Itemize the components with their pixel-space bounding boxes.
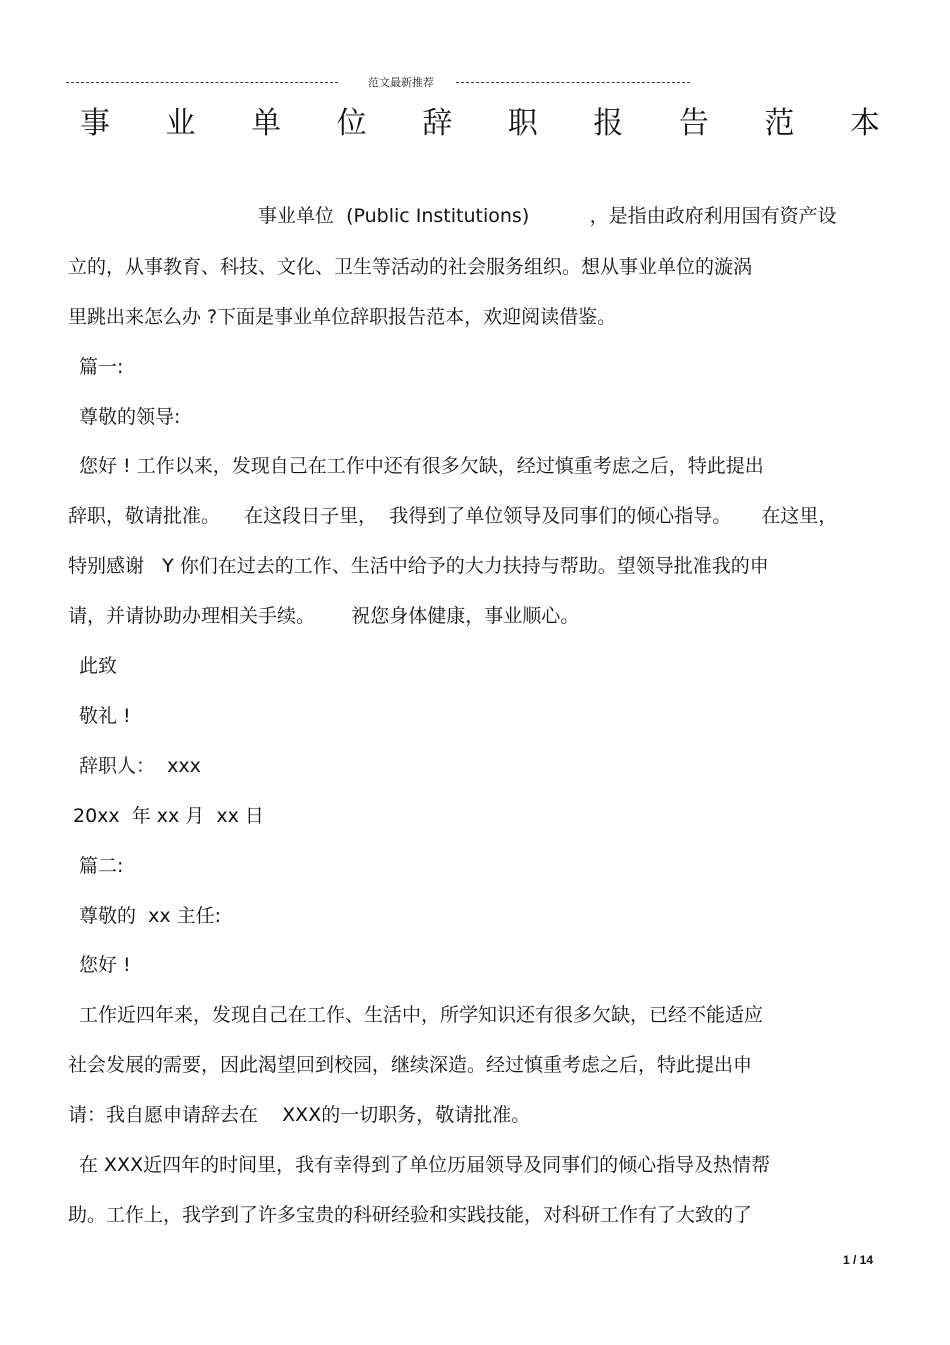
title-char: 辞 xyxy=(422,106,453,141)
page-header xyxy=(66,72,690,92)
body-line: 请，并请协助办理相关手续。 祝您身体健康，事业顺心。 xyxy=(68,605,580,627)
body-line: 立的，从事教育、科技、文化、卫生等活动的社会服务组织。想从事业单位的漩涡 xyxy=(68,256,753,278)
body-line: 里跳出来怎么办 ?下面是事业单位辞职报告范本，欢迎阅读借鉴。 xyxy=(68,306,617,328)
title-char: 本 xyxy=(849,106,880,141)
body-line: 辞职，敬请批准。 在这段日子里， 我得到了单位领导及同事们的倾心指导。 在这里， xyxy=(68,505,838,527)
header-label: 范文最新推荐 xyxy=(368,76,434,89)
date-line: 20xx 年 xx 月 xx 日 xyxy=(73,805,264,827)
title-char: 业 xyxy=(165,106,196,141)
document-title xyxy=(80,98,880,142)
title-char: 范 xyxy=(764,106,795,141)
signature-line: 辞职人： xxx xyxy=(79,755,201,777)
title-char: 事 xyxy=(80,106,110,141)
body-line: 请：我自愿申请辞去在 XXX的一切职务，敬请批准。 xyxy=(68,1104,531,1126)
salutation: 尊敬的 xx 主任: xyxy=(79,905,222,927)
body-line: 特别感谢 Y 你们在过去的工作、生活中给予的大力扶持与帮助。望领导批准我的申 xyxy=(68,555,769,577)
body-line: 您好 ! 工作以来，发现自己在工作中还有很多欠缺，经过慎重考虑之后，特此提出 xyxy=(79,455,764,477)
section-heading: 篇二: xyxy=(79,855,124,877)
section-heading: 篇一: xyxy=(79,356,124,378)
page-number: 1 / 14 xyxy=(843,1253,874,1267)
closing-line: 敬礼 ! xyxy=(79,705,131,727)
title-char: 职 xyxy=(507,106,538,141)
header-dashed-rule-right xyxy=(456,82,690,83)
header-dashed-rule-left xyxy=(66,82,338,83)
salutation: 尊敬的领导: xyxy=(79,406,181,428)
body-line: 助。工作上，我学到了许多宝贵的科研经验和实践技能，对科研工作有了大致的了 xyxy=(68,1204,753,1226)
body-line: 在 XXX近四年的时间里，我有幸得到了单位历届领导及同事们的倾心指导及热情帮 xyxy=(79,1154,771,1176)
title-char: 告 xyxy=(678,106,709,141)
body-line: 工作近四年来，发现自己在工作、生活中，所学知识还有很多欠缺，已经不能适应 xyxy=(79,1004,764,1026)
title-char: 报 xyxy=(593,106,624,141)
greeting: 您好 ! xyxy=(79,954,131,976)
title-char: 位 xyxy=(336,106,367,141)
closing-line: 此致 xyxy=(79,655,118,677)
body-line: 社会发展的需要，因此渴望回到校园，继续深造。经过慎重考虑之后，特此提出申 xyxy=(68,1054,753,1076)
body-line: 事业单位 (Public Institutions) ，是指由政府利用国有资产设 xyxy=(258,205,837,227)
title-char: 单 xyxy=(251,106,282,141)
